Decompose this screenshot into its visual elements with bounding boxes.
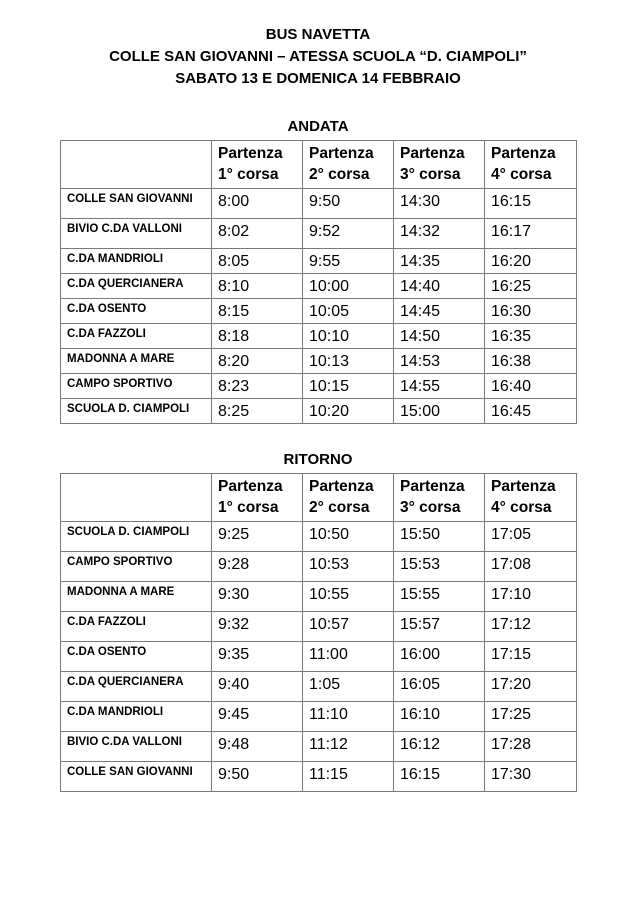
document-header (0, 24, 636, 90)
header-line-2: COLLE SAN GIOVANNI – ATESSA SCUOLA “D. CIAMPOLI” (109, 48, 527, 65)
departure-time: 10:13 (303, 349, 394, 374)
departure-time: 16:30 (485, 299, 577, 324)
ritorno-col-header: Partenza 3° corsa (394, 474, 485, 522)
ritorno-header-row (61, 474, 577, 522)
departure-time: 17:05 (485, 522, 577, 552)
stop-name: C.DA FAZZOLI (61, 324, 212, 349)
departure-time: 8:05 (212, 249, 303, 274)
departure-time: 17:30 (485, 762, 577, 792)
ritorno-title: RITORNO (283, 451, 353, 468)
departure-time: 14:53 (394, 349, 485, 374)
andata-header-row (61, 141, 577, 189)
departure-time: 16:45 (485, 399, 577, 424)
departure-time: 10:00 (303, 274, 394, 299)
departure-time: 16:17 (485, 219, 577, 249)
stop-name: BIVIO C.DA VALLONI (61, 219, 212, 249)
stop-name: CAMPO SPORTIVO (61, 374, 212, 399)
departure-time: 8:00 (212, 189, 303, 219)
stop-name: C.DA FAZZOLI (61, 612, 212, 642)
departure-time: 9:52 (303, 219, 394, 249)
andata-col-header: Partenza 3° corsa (394, 141, 485, 189)
stop-name: COLLE SAN GIOVANNI (61, 762, 212, 792)
departure-time: 14:30 (394, 189, 485, 219)
andata-col-header: Partenza 1° corsa (212, 141, 303, 189)
departure-time: 8:23 (212, 374, 303, 399)
andata-col-header: Partenza 2° corsa (303, 141, 394, 189)
andata-table (60, 140, 577, 424)
table-row (61, 219, 577, 249)
ritorno-col-header: Partenza 2° corsa (303, 474, 394, 522)
table-row (61, 522, 577, 552)
table-row (61, 612, 577, 642)
table-row (61, 189, 577, 219)
stop-name: COLLE SAN GIOVANNI (61, 189, 212, 219)
departure-time: 16:20 (485, 249, 577, 274)
departure-time: 8:20 (212, 349, 303, 374)
stop-name: C.DA QUERCIANERA (61, 672, 212, 702)
departure-time: 17:28 (485, 732, 577, 762)
departure-time: 10:05 (303, 299, 394, 324)
table-row (61, 299, 577, 324)
departure-time: 17:10 (485, 582, 577, 612)
table-row (61, 399, 577, 424)
stop-name: BIVIO C.DA VALLONI (61, 732, 212, 762)
departure-time: 10:57 (303, 612, 394, 642)
departure-time: 8:10 (212, 274, 303, 299)
departure-time: 17:08 (485, 552, 577, 582)
table-row (61, 349, 577, 374)
ritorno-table (60, 473, 577, 792)
departure-time: 16:40 (485, 374, 577, 399)
departure-time: 11:00 (303, 642, 394, 672)
departure-time: 9:45 (212, 702, 303, 732)
departure-time: 17:25 (485, 702, 577, 732)
stop-name: C.DA MANDRIOLI (61, 249, 212, 274)
departure-time: 16:15 (394, 762, 485, 792)
departure-time: 16:12 (394, 732, 485, 762)
departure-time: 16:05 (394, 672, 485, 702)
departure-time: 14:50 (394, 324, 485, 349)
departure-time: 8:02 (212, 219, 303, 249)
departure-time: 16:38 (485, 349, 577, 374)
departure-time: 16:15 (485, 189, 577, 219)
departure-time: 14:40 (394, 274, 485, 299)
andata-col-header: Partenza 4° corsa (485, 141, 577, 189)
departure-time: 16:35 (485, 324, 577, 349)
departure-time: 8:25 (212, 399, 303, 424)
departure-time: 10:50 (303, 522, 394, 552)
departure-time: 15:00 (394, 399, 485, 424)
table-row (61, 642, 577, 672)
departure-time: 9:48 (212, 732, 303, 762)
stop-name: MADONNA A MARE (61, 349, 212, 374)
departure-time: 14:45 (394, 299, 485, 324)
stop-name: SCUOLA D. CIAMPOLI (61, 399, 212, 424)
stop-name: C.DA OSENTO (61, 299, 212, 324)
table-row (61, 324, 577, 349)
departure-time: 14:32 (394, 219, 485, 249)
departure-time: 9:35 (212, 642, 303, 672)
departure-time: 15:53 (394, 552, 485, 582)
table-row (61, 702, 577, 732)
ritorno-header-corner (61, 474, 212, 522)
ritorno-col-header: Partenza 1° corsa (212, 474, 303, 522)
departure-time: 15:50 (394, 522, 485, 552)
departure-time: 8:18 (212, 324, 303, 349)
table-row (61, 374, 577, 399)
departure-time: 8:15 (212, 299, 303, 324)
stop-name: C.DA QUERCIANERA (61, 274, 212, 299)
departure-time: 9:28 (212, 552, 303, 582)
departure-time: 10:20 (303, 399, 394, 424)
departure-time: 9:50 (212, 762, 303, 792)
departure-time: 1:05 (303, 672, 394, 702)
stop-name: C.DA MANDRIOLI (61, 702, 212, 732)
departure-time: 15:55 (394, 582, 485, 612)
ritorno-col-header: Partenza 4° corsa (485, 474, 577, 522)
departure-time: 17:20 (485, 672, 577, 702)
departure-time: 14:35 (394, 249, 485, 274)
departure-time: 9:32 (212, 612, 303, 642)
table-row (61, 672, 577, 702)
table-row (61, 582, 577, 612)
departure-time: 10:10 (303, 324, 394, 349)
departure-time: 15:57 (394, 612, 485, 642)
andata-title: ANDATA (287, 118, 349, 135)
table-row (61, 274, 577, 299)
departure-time: 11:12 (303, 732, 394, 762)
stop-name: SCUOLA D. CIAMPOLI (61, 522, 212, 552)
header-line-1: BUS NAVETTA (265, 26, 371, 43)
departure-time: 9:30 (212, 582, 303, 612)
andata-header-corner (61, 141, 212, 189)
table-row (61, 249, 577, 274)
header-line-3: SABATO 13 E DOMENICA 14 FEBBRAIO (175, 70, 461, 87)
departure-time: 11:15 (303, 762, 394, 792)
departure-time: 14:55 (394, 374, 485, 399)
departure-time: 9:55 (303, 249, 394, 274)
departure-time: 17:15 (485, 642, 577, 672)
departure-time: 16:25 (485, 274, 577, 299)
departure-time: 11:10 (303, 702, 394, 732)
departure-time: 10:55 (303, 582, 394, 612)
departure-time: 10:53 (303, 552, 394, 582)
departure-time: 16:00 (394, 642, 485, 672)
departure-time: 16:10 (394, 702, 485, 732)
departure-time: 17:12 (485, 612, 577, 642)
table-row (61, 732, 577, 762)
stop-name: CAMPO SPORTIVO (61, 552, 212, 582)
stop-name: C.DA OSENTO (61, 642, 212, 672)
departure-time: 9:40 (212, 672, 303, 702)
table-row (61, 552, 577, 582)
stop-name: MADONNA A MARE (61, 582, 212, 612)
table-row (61, 762, 577, 792)
departure-time: 9:50 (303, 189, 394, 219)
departure-time: 10:15 (303, 374, 394, 399)
departure-time: 9:25 (212, 522, 303, 552)
